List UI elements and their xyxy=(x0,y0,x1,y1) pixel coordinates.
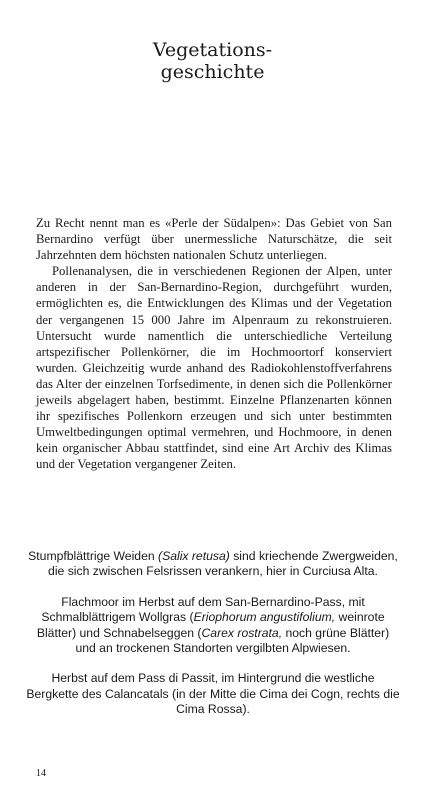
caption-salix xyxy=(26,549,400,580)
paragraph-pollen: Pollenanalysen, die in verschiedenen Regionen der Alpen, unter anderen in der San-Bernardino-Region, durchgeführt wurden, ermöglichten es, die Entwicklungen des Klimas und der Vegetation der vergangenen 15 000 Jahre im Alpenraum zu rekonstruieren. Untersucht wurde namentlich die unterschiedliche Verteilung artspezifischer Pollenkörner, die im Hochmoortorf konserviert wurden. Gleichzeitig wurde anhand des Radiokohlenstoffverfahrens das Alter der einzelnen Torfsedimente, in denen sich die Pollenkörner jeweils abgelagert haben, bestimmt. Einzelne Pflanzenarten können ihr spezifisches Pollenkorn erzeugen und sich unter bestimmten Umweltbedingungen optimal vermehren, und Hochmoore, in denen kein organischer Abbau stattfindet, sind eine Art Archiv des Klimas und der Vegetation vergangener Zeiten. xyxy=(36,264,392,472)
species-name: Eriophorum angustifolium, xyxy=(193,610,336,625)
body-text xyxy=(36,215,392,473)
species-name: Carex rostrata, xyxy=(201,625,283,640)
caption-text: Flachmoor im Herbst auf dem San-Bernardino-Pass, mit Schmalblättrigem Wollgras ( xyxy=(41,594,365,625)
caption-text: weinrote Blätter) und Schnabelseggen ( xyxy=(36,610,385,640)
caption-text: noch grüne Blätter) und an trockenen Standorten vergilbten Alpwiesen. xyxy=(75,625,390,656)
caption-flachmoor xyxy=(26,595,400,657)
paragraph-intro: Zu Recht nennt man es «Perle der Südalpen»: Das Gebiet von San Bernardino verfügt über unermessliche Naturschätze, die seit Jahrzehnten dem höchsten nationalen Schutz unterliegen. xyxy=(36,216,392,263)
caption-passit xyxy=(26,671,400,717)
photo-captions xyxy=(26,549,400,733)
title-line-1: Vegetations- xyxy=(152,38,273,61)
page-number: 14 xyxy=(36,768,46,779)
species-name: (Salix retusa) xyxy=(158,549,230,563)
caption-text: Herbst auf dem Pass di Passit, im Hintergrund die westliche Bergkette des Calancatals (in der Mitte die Cima dei Cogn, rechts die Cima Rossa). xyxy=(26,671,400,717)
caption-text: Stumpfblättrige Weiden xyxy=(28,549,159,563)
page-title xyxy=(0,39,425,83)
caption-text: sind kriechende Zwergweiden, die sich zwischen Felsrissen verankern, hier in Curciusa Alta. xyxy=(48,549,398,579)
title-line-2: geschichte xyxy=(160,60,265,83)
